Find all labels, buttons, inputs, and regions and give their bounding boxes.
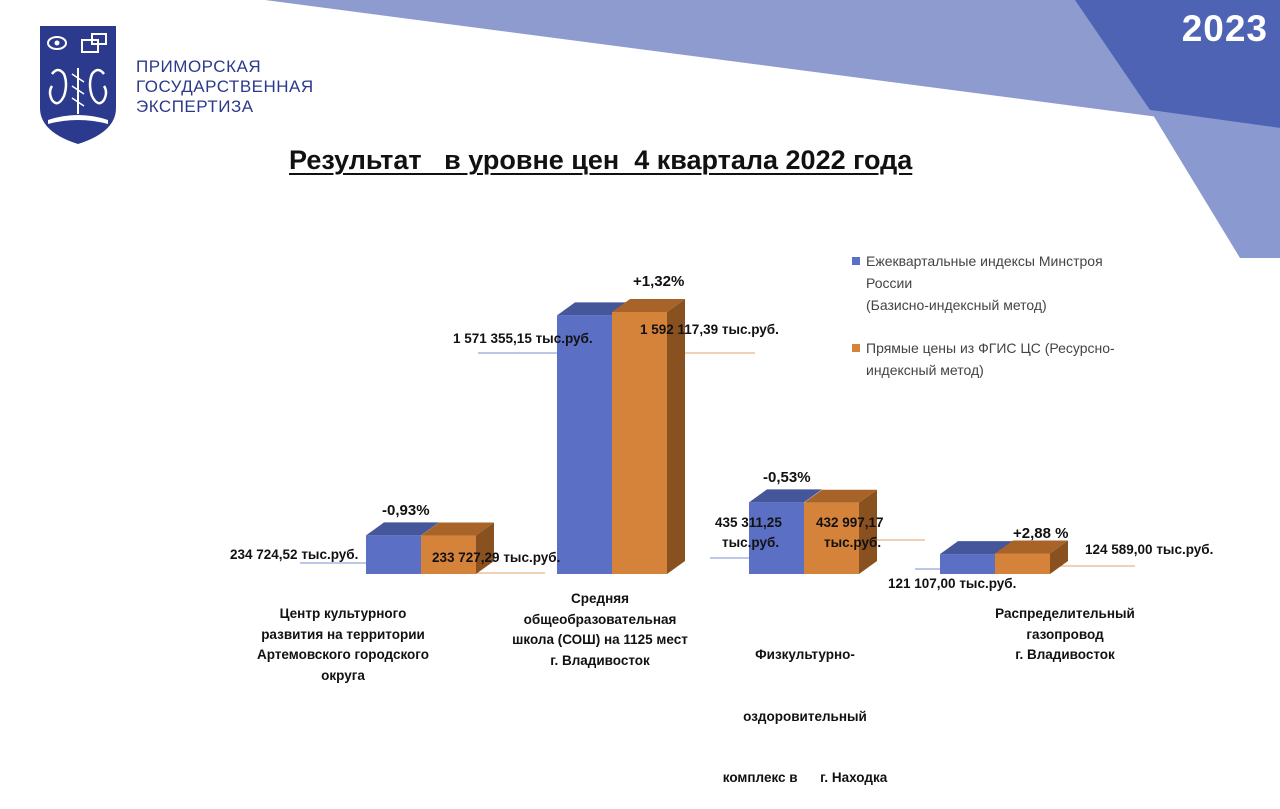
difference-label: -0,93%	[382, 502, 430, 519]
value-label: 1 571 355,15 тыс.руб.	[453, 331, 593, 346]
bar-minstroy-index	[366, 535, 421, 574]
category-label-line: Физкультурно-	[755, 647, 855, 662]
chart-title: Результат в уровне цен 4 квартала 2022 года	[289, 145, 913, 175]
category-label-line: Артемовского городского	[257, 647, 429, 662]
bar-fgis-prices	[612, 312, 667, 574]
value-label-line: 435 311,25	[715, 515, 782, 530]
legend-label: Прямые цены из ФГИС ЦС (Ресурсно-	[866, 340, 1115, 356]
value-label	[816, 513, 884, 553]
category-label-line: г. Владивосток	[1015, 647, 1115, 662]
category-label-line: общеобразовательная	[523, 611, 677, 627]
value-label: 234 724,52 тыс.руб.	[230, 547, 359, 562]
value-label-line: тыс.руб.	[722, 535, 780, 550]
category-label-line: Центр культурного	[279, 606, 407, 621]
difference-label: +1,32%	[633, 273, 685, 290]
bar-minstroy-index	[940, 554, 995, 574]
category-label	[490, 589, 710, 671]
category-label-line: школа (СОШ) на 1125 мест	[512, 632, 688, 647]
category-label-line: округа	[321, 667, 365, 683]
category-label-line: Средняя	[571, 591, 629, 606]
org-name-line: ЭКСПЕРТИЗА	[136, 97, 254, 116]
category-label-line: комплекс в г. Находка	[722, 770, 888, 785]
legend-label: индексный метод)	[866, 362, 984, 378]
bar-minstroy-index	[557, 315, 612, 574]
value-label-line: 432 997,17	[816, 515, 884, 530]
category-label-line: развития на территории	[261, 626, 425, 642]
value-label: 121 107,00 тыс.руб.	[888, 576, 1017, 591]
category-label	[960, 604, 1170, 666]
category-label-line: газопровод	[1026, 626, 1104, 642]
category-label-line: оздоровительный	[743, 708, 867, 724]
category-label	[228, 604, 458, 686]
category-label-line: г. Владивосток	[550, 652, 650, 668]
value-label	[715, 513, 782, 553]
org-name-line: ГОСУДАРСТВЕННАЯ	[136, 77, 314, 96]
legend-label: (Базисно-индексный метод)	[866, 297, 1047, 313]
value-label: 233 727,29 тыс.руб.	[432, 550, 561, 565]
year-label: 2023	[1181, 8, 1268, 49]
category-label-line: Распределительный	[995, 606, 1135, 621]
difference-label: +2,88 %	[1013, 525, 1069, 542]
legend-label: Ежеквартальные индексы Минстроя России	[866, 253, 1103, 291]
value-label: 124 589,00 тыс.руб.	[1085, 542, 1214, 557]
value-label: 1 592 117,39 тыс.руб.	[640, 322, 779, 337]
bar-fgis-prices	[995, 553, 1050, 574]
value-label-line: тыс.руб.	[824, 535, 882, 550]
category-label	[700, 604, 910, 809]
difference-label: -0,53%	[763, 469, 811, 486]
org-name-line: ПРИМОРСКАЯ	[136, 57, 262, 76]
bar-side	[667, 299, 685, 574]
